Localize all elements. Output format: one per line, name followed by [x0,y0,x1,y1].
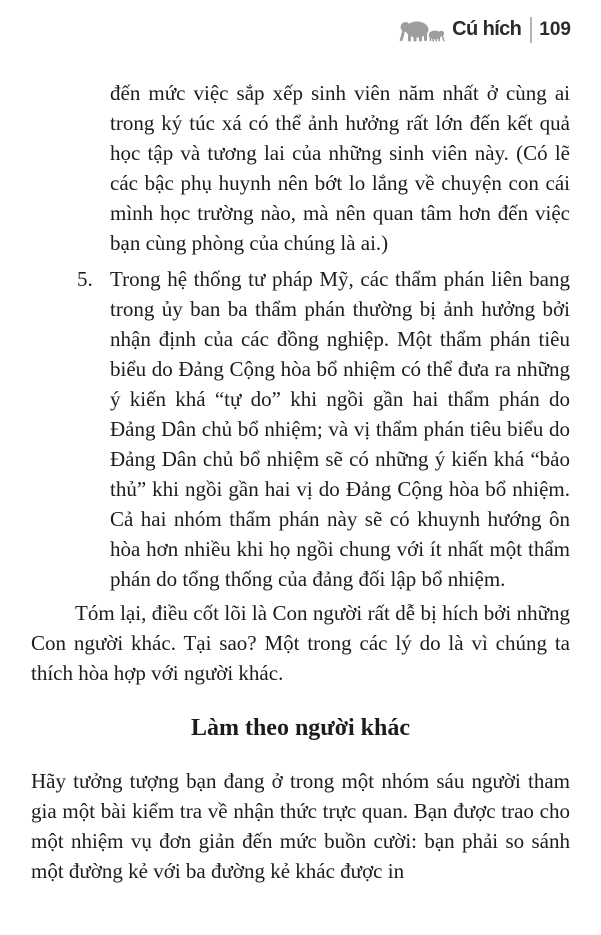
list-item-text: Trong hệ thống tư pháp Mỹ, các thẩm phán liên bang trong ủy ban ba thẩm phán thường bị ảnh hưởng bởi nhận định của các đồng nghiệp. Một thẩm phán tiêu biểu do Đảng Cộng hòa bổ nhiệm có thể đưa ra những ý kiến khá “tự do” khi ngồi gần hai thẩm phán do Đảng Dân chủ bổ nhiệm; và vị thẩm phán tiêu biểu do Đảng Dân chủ bổ nhiệm sẽ có những ý kiến khá “bảo thủ” khi ngồi gần hai vị do Đảng Cộng hòa bổ nhiệm. Cả hai nhóm thẩm phán này sẽ có khuynh hướng ôn hòa hơn nhiều khi họ ngồi chung với ít nhất một thẩm phán do tổng thống của đảng đối lập bổ nhiệm. [110,267,570,591]
page-content [31,78,570,907]
list-item-number: 5. [77,267,93,291]
numbered-list-item-5 [31,264,570,594]
paragraph-continuation: đến mức việc sắp xếp sinh viên năm nhất ở cùng ai trong ký túc xá có thể ảnh hưởng rất lớn đến kết quả học tập và tương lai của những sinh viên này. (Có lẽ các bậc phụ huynh nên bớt lo lắng về chuyện con cái mình học trường nào, mà nên quan tâm hơn đến việc bạn cùng phòng của chúng là ai.) [110,81,570,255]
header-divider [530,17,532,43]
book-title: Cú hích [452,18,522,40]
page-header [399,16,571,43]
page-number: 109 [539,18,571,40]
paragraph-intro: Hãy tưởng tượng bạn đang ở trong một nhóm sáu người tham gia một bài kiểm tra về nhận thức trực quan. Bạn được trao cho một nhiệm vụ đơn giản đến mức buồn cười: bạn phải so sánh một đường kẻ với ba đường kẻ khác được in [31,768,570,883]
elephants-icon [399,18,445,43]
paragraph-summary: Tóm lại, điều cốt lõi là Con người rất dễ bị hích bởi những Con người khác. Tại sao? Một trong các lý do là vì chúng ta thích hòa hợp với người khác. [31,601,570,685]
section-heading: Làm theo người khác [190,715,411,741]
